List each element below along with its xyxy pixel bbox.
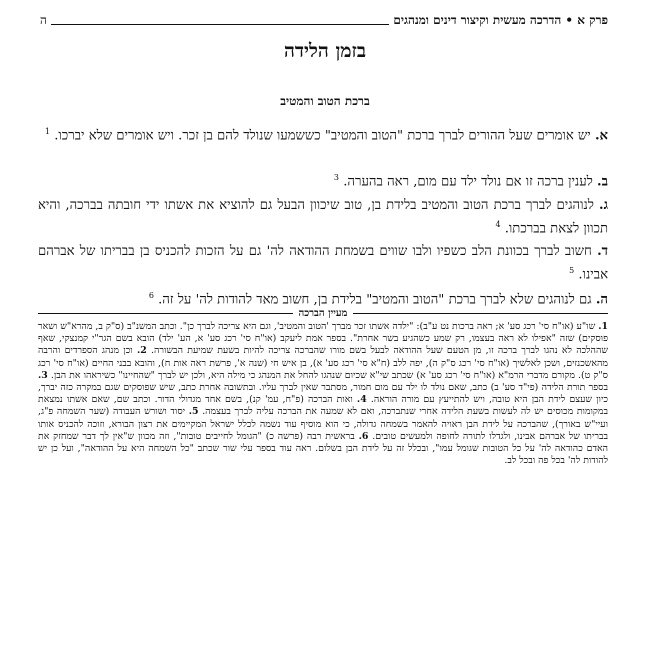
- footnote-ref[interactable]: 1: [44, 127, 50, 136]
- footnote-ref[interactable]: 6: [148, 291, 154, 300]
- chapter-title: בזמן הלידה: [283, 40, 367, 62]
- page-number: ה: [40, 12, 47, 27]
- paragraph-4: [38, 242, 608, 284]
- paragraph-letter: ה.: [595, 292, 608, 308]
- paragraph-letter: ד.: [597, 244, 608, 259]
- paragraph-letter: ג.: [599, 198, 608, 213]
- footnotes-heading: מעיין הברכה: [298, 307, 348, 319]
- paragraph-text: יש אומרים שעל ההורים לברך ברכת "הטוב והמטיב" כששמעו שנולד להם בן זכר. ויש אומרים שלא יברכו.: [54, 128, 591, 144]
- paragraph-text: לענין ברכה זו אם נולד ילד עם מום, ראה בהערה.: [343, 174, 593, 190]
- footnote-number: 2.: [136, 345, 147, 357]
- footnote-number: 1.: [598, 321, 608, 332]
- footnote-text: בספר תורת הלידה (פי"ד סע' ב) כתב, שאם נולד לו ילד עם מום חמור, מסתבר שאין לברך עליו. ובתשובה אחרת כתב, שיש שפוסקים שגם במקרה כזה יברך, כיון שעצם לידת הבן היא טובה, ויש להתייעץ עם מורה הוראה.: [38, 382, 608, 406]
- paragraph-1: [38, 122, 608, 145]
- paragraph-text: חשוב לברך בכוונת הלב כשפיו ולבו שווים בשמחת ההודאה לה' גם על הזכות להכניס בן בבריתו של אברהם אבינו.: [38, 244, 608, 283]
- footnote-number: 6.: [358, 430, 369, 442]
- footnote-ref[interactable]: 3: [333, 173, 340, 182]
- footnotes-divider: [38, 306, 608, 320]
- footnote-text: יסוד ושורש העבודה (שער השמחה פ"ג, ועיי"ש באורך), שהברכה על לידת הבן ראויה להאמר בשמחה גדולה, כי הוא מוסיף עוד נשמה לכלל ישראל המקיימים את רצון הבורא, וזוכה להכניס אותו בבריתו של אברהם אבינו, ולגדלו לתורה לחופה ולמעשים טובים.: [38, 406, 608, 442]
- footnote-text: בראשית רבה (פרשה כ) "הגומל לחייבים טובות", וזה מכוון ש"אין לך דבר שמחזק את האדם כהודאה לה' על כל הטובות שגומל עמו", ובכלל זה על לידת הבן בשלום. ראה עוד בספר עלי שור שכתב "כל השמחה היא על ההודאה", ועל כן יש להודות לה' בכל פה ובכל לב.: [38, 430, 608, 467]
- paragraph-text: לנוהגים לברך ברכת הטוב והמטיב בלידת בן, טוב שיכוון הבעל גם להוציא את אשתו ידי חובתה בברכה, והיא תכוון לצאת בברכתו.: [38, 198, 608, 237]
- footnote-text: וכן מנהג הספרדים והרבה מהאשכנזים, ושכן לאלשיך (או"ח סי' רכג ס"ק ה), יפה ללב (ח"א סי' רכג סע' א), בן איש חי (שנה א', פרשת ראה אות ח), והובא בבני החיים (או"ח סי' רכג ס"ק ט). מקורם מדברי הרמ"א (או"ח סי' רכג סע' א) שכתב שי"א שכיום שנהגו להחל את המנהג כי מילה היא, ולכן יש לברך "שהחיינו" כשיראהו את הבן.: [38, 345, 608, 381]
- paragraph-letter: ב.: [597, 174, 608, 190]
- paragraph-text: גם לנוהגים שלא לברך ברכת "הטוב והמטיב" בלידת בן, חשוב מאד להודות לה' על זה.: [158, 292, 592, 308]
- paragraph-3: [38, 196, 608, 238]
- divider-line: [353, 313, 608, 314]
- running-header-title: פרק א • הדרכה מעשית וקיצור דינים ומנהגים: [393, 12, 608, 27]
- paragraph-2: [38, 168, 608, 191]
- footnote-text: שו"ע (או"ח סי' רכג סע' א; ראה ברכות נט ע"ב): "ילדה אשתו זכר מברך 'הטוב והמטיב', וגם היא צריכה לברך כן". וכתב המשנ"ב (ס"ק ב, מהרא"ש ושאר פוסקים) שזה "אפילו לא ראה בעצמו, רק שמע כשהגיע בשר אחרת". בספר אמת ליעקב (או"ח סי' רכג סע' א, הע' ילד) הובא בשם הגר"י קמנצקי, שאף שההלכה לא נהגו לברך ברכה זו, מן הטעם שעל ההודאה לבעל בשם מורו שהברכה צריכה להיות בשעת שמיעת הבשורה.: [38, 321, 608, 357]
- running-header: [38, 9, 608, 31]
- footnote-number: 5.: [188, 406, 199, 418]
- divider-line: [38, 313, 293, 314]
- footnotes-block: [38, 321, 608, 642]
- footnote-text: ואות הברכה (פ"ח, עמ' קנ), בשם אחד מגדולי הדור. וכתב שם, שאם אשתו נמצאת במקומות מכוסים יש לה לעשות בשעת הלידה אחרי שנתברכה, ואם לא שמעה את הברכה עליה לברך בעצמה.: [38, 394, 608, 418]
- section-title: ברכת הטוב והמטיב: [280, 94, 370, 108]
- header-rule: [51, 15, 390, 25]
- footnote-number: 4.: [356, 394, 367, 406]
- footnote-ref[interactable]: 4: [495, 220, 501, 229]
- footnote-number: 3.: [38, 369, 48, 381]
- paragraph-letter: א.: [594, 128, 608, 144]
- footnote-ref[interactable]: 5: [569, 266, 575, 275]
